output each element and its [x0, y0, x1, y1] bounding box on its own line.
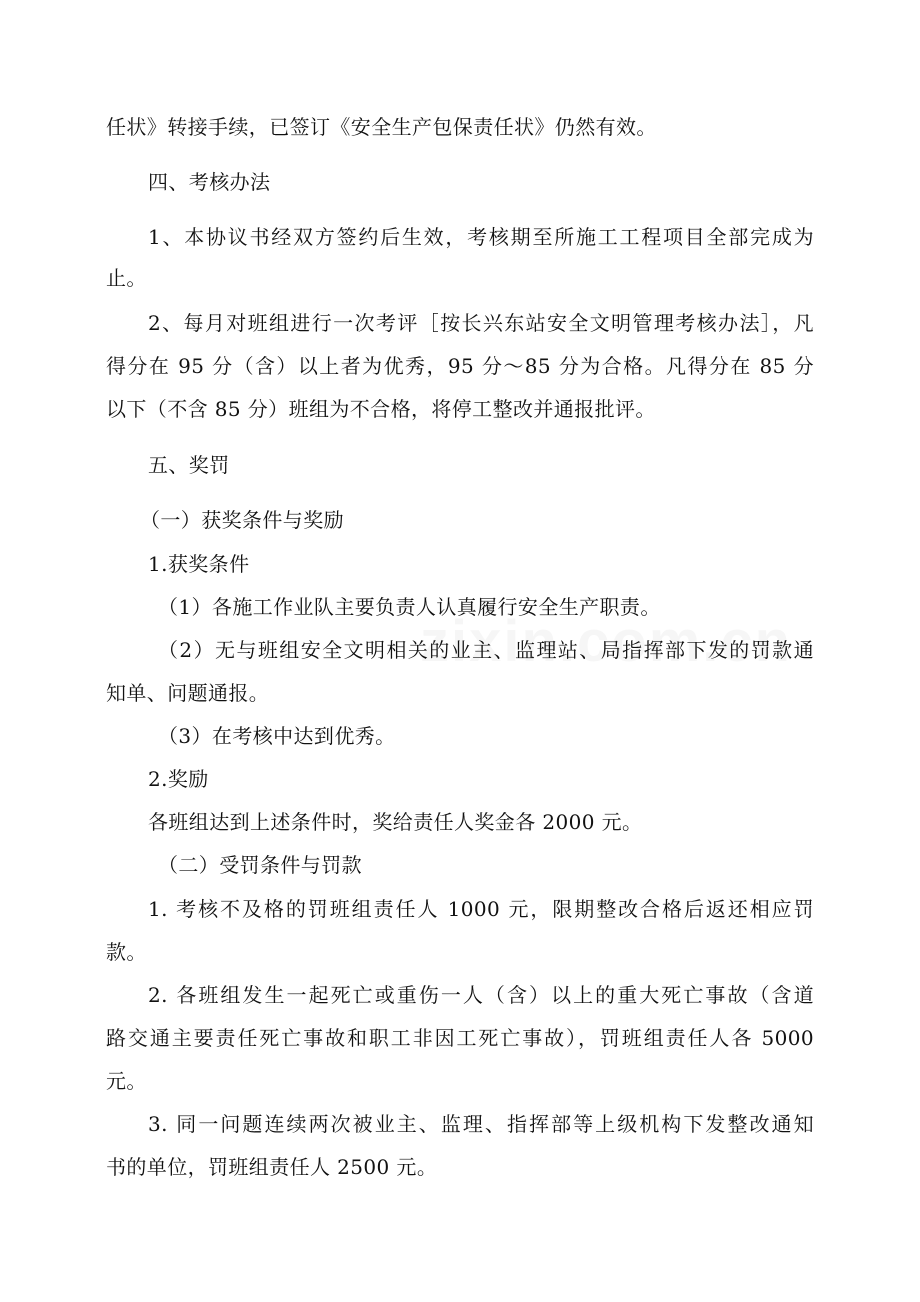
text-line-14: （3）在考核中达到优秀。	[158, 724, 396, 748]
text-line-19: 款。	[106, 940, 147, 964]
text-line-5: 2、每月对班组进行一次考评［按长兴东站安全文明管理考核办法］，凡	[148, 311, 814, 335]
text-line-1: 任状》转接手续，已签订《安全生产包保责任状》仍然有效。	[106, 115, 657, 139]
section-heading-rewards: 五、奖罚	[148, 453, 230, 477]
text-line-23: 3. 同一问题连续两次被业主、监理、指挥部等上级机构下发整改通知	[148, 1112, 814, 1136]
item-heading-reward: 2.奖励	[148, 767, 209, 791]
text-line-20: 2. 各班组发生一起死亡或重伤一人（含）以上的重大死亡事故（含道	[148, 983, 814, 1007]
text-line-12: （2）无与班组安全文明相关的业主、监理站、局指挥部下发的罚款通	[158, 638, 814, 662]
text-line-18: 1. 考核不及格的罚班组责任人 1000 元，限期整改合格后返还相应罚	[148, 897, 814, 921]
section-heading-assessment: 四、考核办法	[148, 170, 271, 194]
text-line-7: 以下（不含 85 分）班组为不合格，将停工整改并通报批评。	[106, 397, 656, 421]
subsection-heading-rewards: （一）获奖条件与奖励	[140, 508, 344, 532]
text-line-4: 止。	[106, 266, 147, 290]
text-line-3: 1、本协议书经双方签约后生效，考核期至所施工工程项目全部完成为	[148, 225, 814, 249]
text-line-13: 知单、问题通报。	[106, 681, 270, 705]
text-line-16: 各班组达到上述条件时，奖给责任人奖金各 2000 元。	[148, 810, 643, 834]
text-line-24: 书的单位，罚班组责任人 2500 元。	[106, 1155, 438, 1179]
text-line-22: 元。	[106, 1069, 147, 1093]
item-heading-award-conditions: 1.获奖条件	[148, 552, 250, 576]
text-line-21: 路交通主要责任死亡事故和职工非因工死亡事故），罚班组责任人各 5000	[106, 1026, 814, 1050]
subsection-heading-penalties: （二）受罚条件与罚款	[158, 853, 362, 877]
text-line-6: 得分在 95 分（含）以上者为优秀，95 分～85 分为合格。凡得分在 85 分	[106, 354, 814, 378]
text-line-11: （1）各施工作业队主要负责人认真履行安全生产职责。	[158, 595, 661, 619]
